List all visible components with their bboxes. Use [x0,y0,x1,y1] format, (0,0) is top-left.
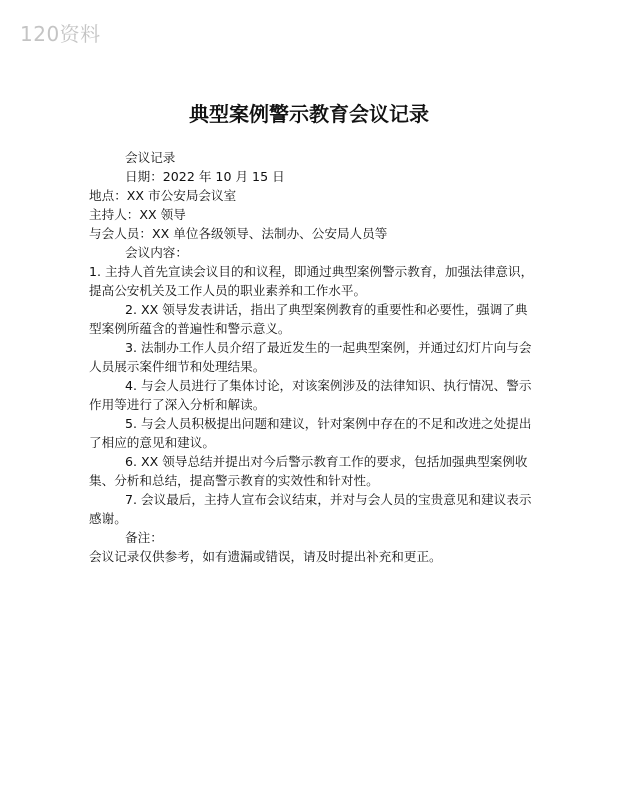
remark-label: 备注： [125,530,163,545]
content-item-5: 5. 与会人员积极提出问题和建议，针对案例中存在的不足和改进之处提出了相应的意见和建议。 [89,416,532,450]
content-item-7: 7. 会议最后，主持人宣布会议结束，并对与会人员的宝贵意见和建议表示感谢。 [89,492,532,526]
content-item-6: 6. XX 领导总结并提出对今后警示教育工作的要求，包括加强典型案例收集、分析和总结，提高警示教育的实效性和针对性。 [89,454,528,488]
content-item-3: 3. 法制办工作人员介绍了最近发生的一起典型案例，并通过幻灯片向与会人员展示案件细节和处理结果。 [89,340,532,374]
header-label: 会议记录 [125,150,176,165]
document-title: 典型案例警示教育会议记录 [189,102,429,126]
content-label: 会议内容： [125,245,188,260]
watermark: 120资料 [20,22,101,46]
remark-text: 会议记录仅供参考，如有遗漏或错误，请及时提出补充和更正。 [89,549,442,564]
meeting-host: 主持人：XX 领导 [89,207,186,222]
content-item-2: 2. XX 领导发表讲话，指出了典型案例教育的重要性和必要性，强调了典型案例所蕴含的普遍性和警示意义。 [89,302,528,336]
meeting-attendees: 与会人员：XX 单位各级领导、法制办、公安局人员等 [89,226,388,241]
content-item-1: 1. 主持人首先宣读会议目的和议程，即通过典型案例警示教育，加强法律意识，提高公安机关及工作人员的职业素养和工作水平。 [89,264,534,298]
meeting-date: 日期：2022 年 10 月 15 日 [125,169,285,184]
document-body [89,148,535,566]
meeting-location: 地点：XX 市公安局会议室 [89,188,237,203]
content-item-4: 4. 与会人员进行了集体讨论，对该案例涉及的法律知识、执行情况、警示作用等进行了深入分析和解读。 [89,378,532,412]
